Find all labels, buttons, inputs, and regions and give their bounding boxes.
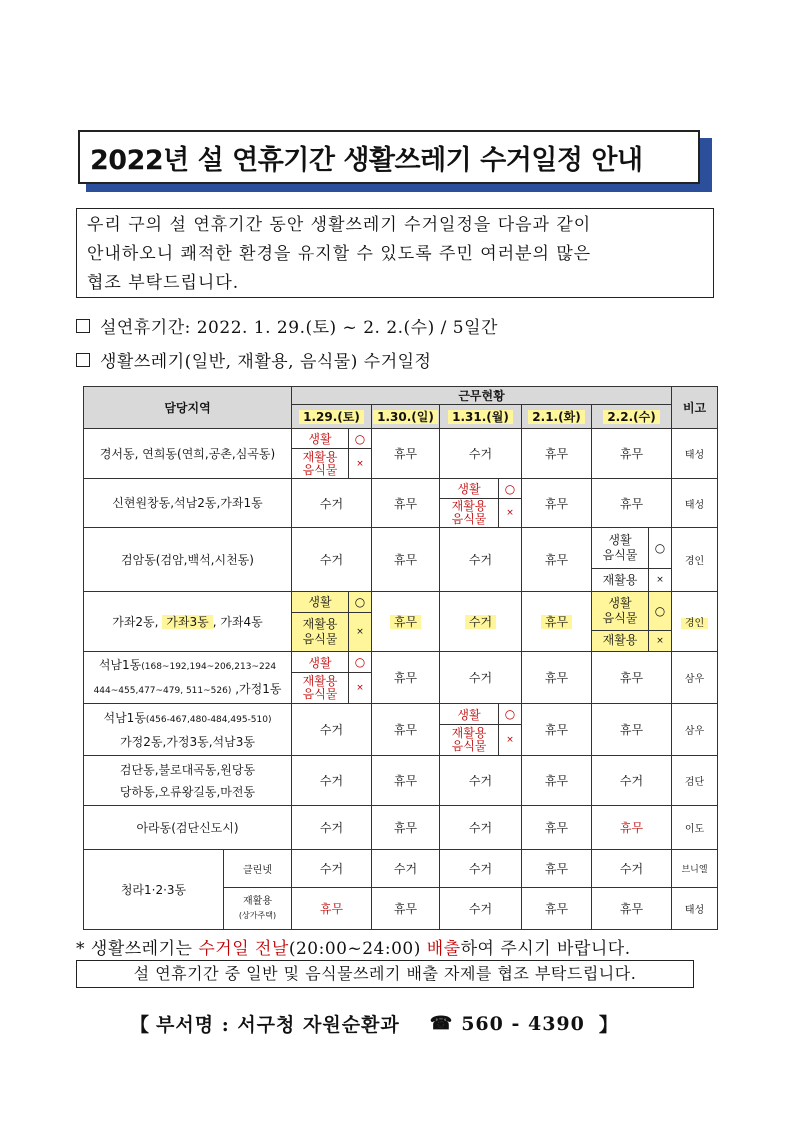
remark-cell: 삼우	[672, 652, 718, 704]
area-cell: 신현원창동,석남2동,가좌1동	[84, 479, 292, 528]
remark-cell: 태성	[672, 429, 718, 479]
department-label: 부서명 : 서구청 자원순환과	[156, 1014, 400, 1036]
area-header: 담당지역	[84, 387, 292, 429]
intro-line: 안내하오니 쾌적한 환경을 유지할 수 있도록 주민 여러분의 많은	[87, 244, 592, 264]
intro-line: 협조 부탁드립니다.	[87, 273, 240, 293]
table-row: 아라동(검단신도시) 수거 휴무 수거 휴무 휴무 이도	[84, 806, 718, 850]
title-box	[78, 130, 700, 184]
bullet-holiday-period	[76, 313, 498, 338]
checkbox-icon	[76, 353, 90, 367]
split-cell: 생활 음식물 ○ 재활용 ×	[592, 592, 672, 652]
telephone-icon: ☎	[429, 1013, 454, 1034]
notice-box: 설 연휴기간 중 일반 및 음식물쓰레기 배출 자제를 협조 부탁드립니다.	[76, 960, 694, 988]
date-header: 1.29.(토)	[292, 405, 372, 429]
table-row: 청라1·2·3동 클린넷 수거 수거 수거 휴무 수거 브니엘	[84, 850, 718, 888]
table-row: 검암동(검암,백석,시천동) 수거 휴무 수거 휴무 생활 음식물 ○ 재활용 × 경인	[84, 528, 718, 592]
phone-number: 560 - 4390	[461, 1012, 585, 1035]
split-cell: 생활 ○ 재활용 음식물 ×	[292, 429, 372, 479]
bullet-text: 생활쓰레기(일반, 재활용, 음식물) 수거일정	[100, 352, 432, 372]
date-header: 1.31.(월)	[440, 405, 522, 429]
table-row: 석남1동(168~192,194~206,213~224 444~455,477~479, 511~526) ,가정1동 생활 ○ 재활용 음식물 × 휴무 수거 휴무 휴무 삼우	[84, 652, 718, 704]
remark-cell: 태성	[672, 888, 718, 930]
remark-cell: 태성	[672, 479, 718, 528]
split-cell: 생활 ○ 재활용 음식물 ×	[292, 592, 372, 652]
remark-cell: 브니엘	[672, 850, 718, 888]
date-header: 2.2.(수)	[592, 405, 672, 429]
area-cell: 검암동(검암,백석,시천동)	[84, 528, 292, 592]
area-cell: 석남1동(168~192,194~206,213~224 444~455,477~479, 511~526) ,가정1동	[84, 652, 292, 704]
table-row: 석남1동(456-467,480-484,495-510) 가정2동,가정3동,석남3동 수거 휴무 생활 ○ 재활용 음식물 × 휴무 휴무 삼우	[84, 704, 718, 756]
remark-cell: 경인	[672, 592, 718, 652]
remark-cell: 검단	[672, 756, 718, 806]
remark-header: 비고	[672, 387, 718, 429]
remark-cell: 경인	[672, 528, 718, 592]
intro-box	[76, 208, 714, 298]
area-cell: 청라1·2·3동	[84, 850, 224, 930]
table-row: 검단동,불로대곡동,원당동 당하동,오류왕길동,마전동 수거 휴무 수거 휴무 수거 검단	[84, 756, 718, 806]
bullet-schedule	[76, 347, 431, 372]
date-header: 2.1.(화)	[522, 405, 592, 429]
area-cell: 석남1동(456-467,480-484,495-510) 가정2동,가정3동,석남3동	[84, 704, 292, 756]
split-cell: 생활 음식물 ○ 재활용 ×	[592, 528, 672, 592]
split-cell: 생활 ○ 재활용 음식물 ×	[440, 704, 522, 756]
page-title: 2022년 설 연휴기간 생활쓰레기 수거일정 안내	[90, 144, 643, 176]
schedule-table	[83, 386, 718, 930]
area-cell: 검단동,불로대곡동,원당동 당하동,오류왕길동,마전동	[84, 756, 292, 806]
bullet-text: 설연휴기간: 2022. 1. 29.(토) ~ 2. 2.(수) / 5일간	[100, 318, 498, 338]
split-cell: 생활 ○ 재활용 음식물 ×	[440, 479, 522, 528]
sub-area-cell: 재활용 (상가주택)	[224, 888, 292, 930]
area-cell: 경서동, 연희동(연희,공촌,심곡동)	[84, 429, 292, 479]
remark-cell: 이도	[672, 806, 718, 850]
sub-area-cell: 클린넷	[224, 850, 292, 888]
contact-line: 【 부서명 : 서구청 자원순환과 ☎ 560 - 4390 】	[130, 1010, 619, 1037]
date-header: 1.30.(일)	[372, 405, 440, 429]
split-cell: 생활 ○ 재활용 음식물 ×	[292, 652, 372, 704]
checkbox-icon	[76, 319, 90, 333]
intro-line: 우리 구의 설 연휴기간 동안 생활쓰레기 수거일정을 다음과 같이	[87, 215, 592, 235]
status-header: 근무현황	[292, 387, 672, 405]
table-row: 재활용 (상가주택) 휴무 휴무 수거 휴무 휴무 태성	[84, 888, 718, 930]
area-cell: 가좌2동, 가좌3동 , 가좌4동	[84, 592, 292, 652]
footnote: * 생활쓰레기는 수거일 전날(20:00~24:00) 배출하여 주시기 바랍니다.	[76, 939, 631, 959]
area-cell: 아라동(검단신도시)	[84, 806, 292, 850]
table-row: 경서동, 연희동(연희,공촌,심곡동) 생활 ○ 재활용 음식물 × 휴무 수거 휴무 휴무 태성	[84, 429, 718, 479]
table-row: 신현원창동,석남2동,가좌1동 수거 휴무 생활 ○ 재활용 음식물 × 휴무 휴무 태성	[84, 479, 718, 528]
remark-cell: 삼우	[672, 704, 718, 756]
table-row: 가좌2동, 가좌3동 , 가좌4동 생활 ○ 재활용 음식물 × 휴무 수거 휴무 생활 음식물 ○ 재활용 × 경인	[84, 592, 718, 652]
